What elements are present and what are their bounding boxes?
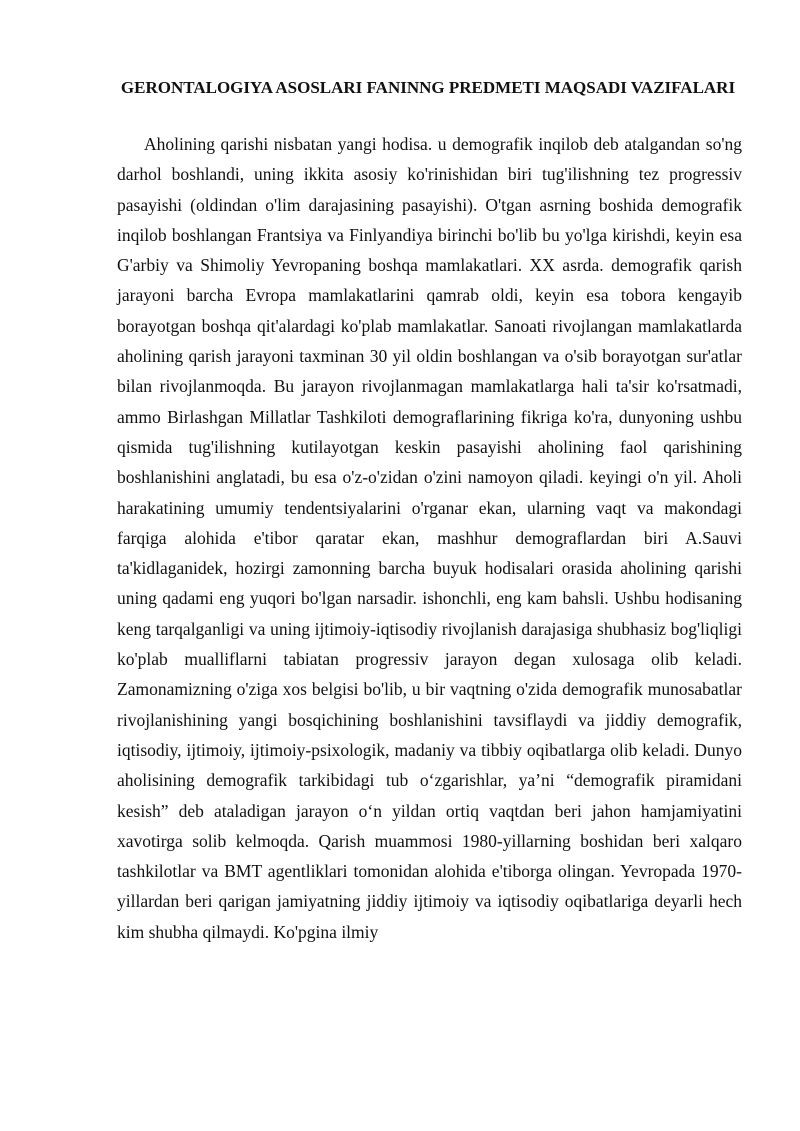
document-title: GERONTALOGIYA ASOSLARI FANINNG PREDMETI MAQSADI VAZIFALARI <box>120 78 736 97</box>
body-paragraph: Aholining qarishi nisbatan yangi hodisa. u demografik inqilob deb atalgandan so'ng darhol boshlandi, uning ikkita asosiy ko'rinishidan biri tug'ilishning tez progressiv pasayishi (oldindan o'lim darajasining pasayishi). O'tgan asrning boshida demografik inqilob boshlangan Frantsiya va Finlyandiya birinchi bo'lib bu yo'lga kirishdi, keyin esa G'arbiy va Shimoliy Yevropaning boshqa mamlakatlari. XX asrda. demografik qarish jarayoni barcha Evropa mamlakatlarini qamrab oldi, keyin esa tobora kengayib borayotgan boshqa qit'alardagi ko'plab mamlakatlar. Sanoati rivojlangan mamlakatlarda aholining qarish jarayoni taxminan 30 yil oldin boshlangan va o'sib borayotgan sur'atlar bilan rivojlanmoqda. Bu jarayon rivojlanmagan mamlakatlarga hali ta'sir ko'rsatmadi, ammo Birlashgan Millatlar Tashkiloti demograflarining fikriga ko'ra, dunyoning ushbu qismida tug'ilishning kutilayotgan keskin pasayishi aholining faol qarishining boshlanishini anglatadi, bu esa o'z-o'zidan o'zini namoyon qiladi. keyingi o'n yil. Aholi harakatining umumiy tendentsiyalarini o'rganar ekan, ularning vaqt va makondagi farqiga alohida e'tibor qaratar ekan, mashhur demograflardan biri A.Sauvi ta'kidlaganidek, hozirgi zamonning barcha buyuk hodisalari orasida aholining qarishi uning qadami eng yuqori bo'lgan narsadir. ishonchli, eng kam bahsli. Ushbu hodisaning keng tarqalganligi va uning ijtimoiy-iqtisodiy rivojlanish darajasiga shubhasiz bog'liqligi ko'plab mualliflarni tabiatan progressiv jarayon degan xulosaga olib keladi. Zamonamizning o'ziga xos belgisi bo'lib, u bir vaqtning o'zida demografik munosabatlar rivojlanishining yangi bosqichining boshlanishini tavsiflaydi va jiddiy demografik, iqtisodiy, ijtimoiy, ijtimoiy-psixologik, madaniy va tibbiy oqibatlarga olib keladi. Dunyo aholisining demografik tarkibidagi tub o‘zgarishlar, ya’ni “demografik piramidani kesish” deb ataladigan jarayon o‘n yildan ortiq vaqtdan beri jahon hamjamiyatini xavotirga solib kelmoqda. Qarish muammosi 1980-yillarning boshidan beri xalqaro tashkilotlar va BMT agentliklari tomonidan alohida e'tiborga olingan. Yevropada 1970-yillardan beri qarigan jamiyatning jiddiy ijtimoiy va iqtisodiy oqibatlariga deyarli hech kim shubha qilmaydi. Ko'pgina ilmiy <box>117 134 742 942</box>
